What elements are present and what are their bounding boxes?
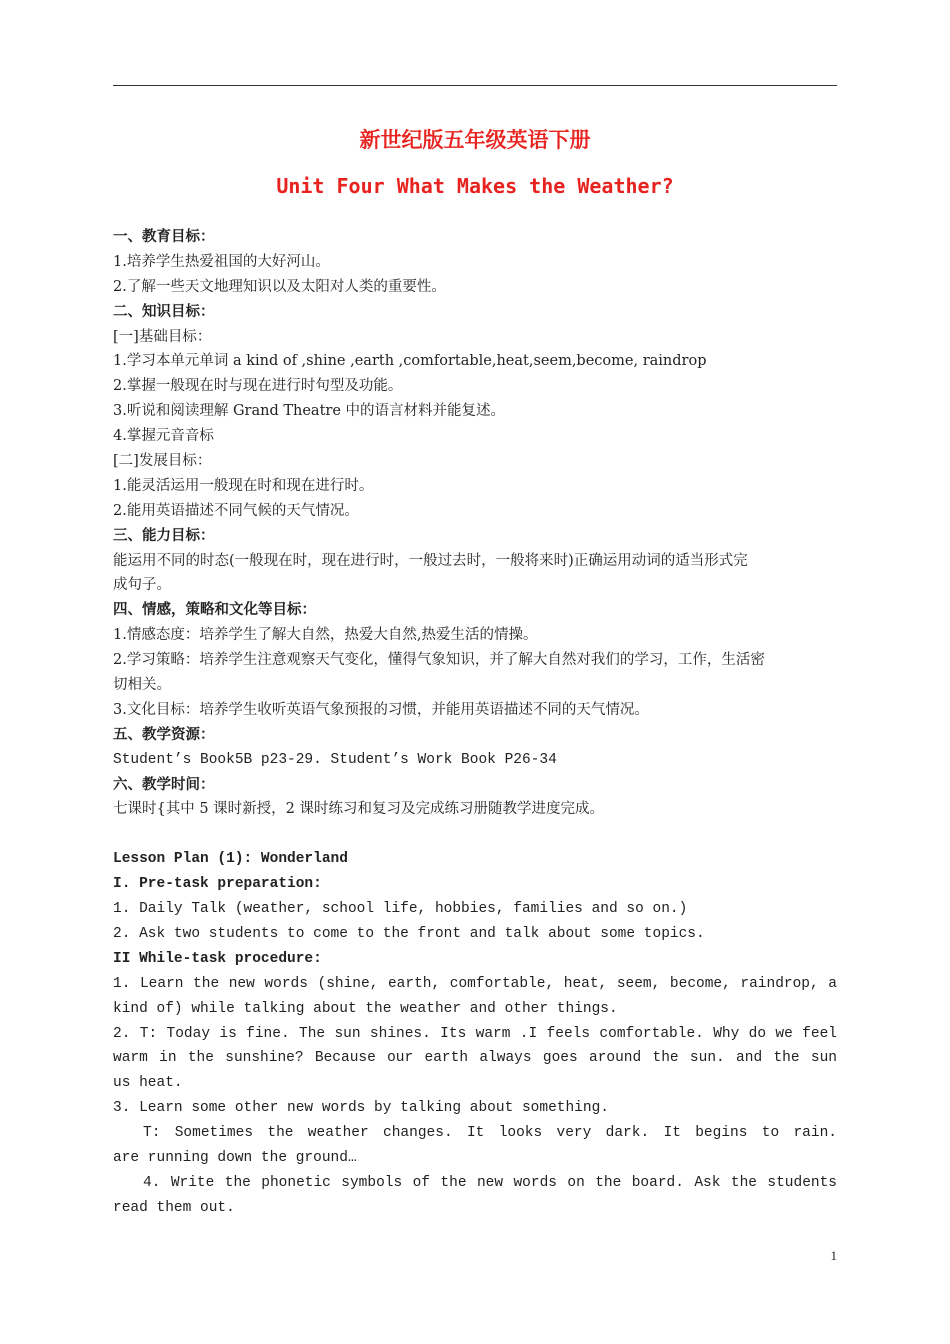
subsection-heading: [二]发展目标： xyxy=(113,453,212,470)
text-line: 2.了解一些天文地理知识以及太阳对人类的重要性。 xyxy=(113,278,446,295)
text-line: Student’s Book5B p23-29. Student’s Work Book P26-34 xyxy=(113,751,557,768)
text-line: 2.掌握一般现在时与现在进行时句型及功能。 xyxy=(113,378,403,395)
text-line: 2.能用英语描述不同气候的天气情况。 xyxy=(113,502,359,519)
lesson-heading: Lesson Plan (1): Wonderland xyxy=(113,851,348,868)
text-line: 2. Ask two students to come to the front and talk about some topics. xyxy=(113,925,705,942)
text-line: kind of) while talking about the weather and other things. xyxy=(113,1000,618,1017)
text-line: 成句子。 xyxy=(113,577,171,594)
section-heading: 三、能力目标： xyxy=(113,527,215,544)
section-heading: 六、教学时间： xyxy=(113,776,215,793)
section-heading: 二、知识目标： xyxy=(113,303,215,320)
text-line: 1.学习本单元单词 a kind of ,shine ,earth ,comfortable,heat,seem,become, raindrop xyxy=(113,353,707,370)
text-line: 3.文化目标：培养学生收听英语气象预报的习惯，并能用英语描述不同的天气情况。 xyxy=(113,701,649,718)
text-line: 切相关。 xyxy=(113,677,171,694)
text-line: 4.掌握元音音标 xyxy=(113,428,214,445)
text-line: T: Sometimes the weather changes. It looks very dark. It begins to rain. xyxy=(143,1125,837,1142)
step-heading: II While-task procedure: xyxy=(113,950,322,967)
text-line: 2. T: Today is fine. The sun shines. Its warm .I feels comfortable. Why do we feel xyxy=(113,1025,837,1042)
text-line: 能运用不同的时态(一般现在时，现在进行时，一般过去时，一般将来时)正确运用动词的适当形式完 xyxy=(113,552,748,569)
text-line: 4. Write the phonetic symbols of the new words on the board. Ask the students xyxy=(143,1174,837,1191)
section-heading: 四、情感，策略和文化等目标： xyxy=(113,602,316,619)
section-heading: 五、教学资源： xyxy=(113,726,215,743)
text-line: 1.情感态度：培养学生了解大自然，热爱大自然,热爱生活的情操。 xyxy=(113,627,538,644)
text-line: 3. Learn some other new words by talking about something. xyxy=(113,1100,609,1117)
text-line: warm in the sunshine? Because our earth always goes around the sun. and the sun xyxy=(113,1050,837,1067)
text-line: 七课时{其中 5 课时新授，2 课时练习和复习及完成练习册随教学进度完成。 xyxy=(113,801,605,818)
text-line: 1. Daily Talk (weather, school life, hobbies, families and so on.) xyxy=(113,901,688,918)
page-number: 1 xyxy=(830,1248,837,1263)
text-line: 1.培养学生热爱祖国的大好河山。 xyxy=(113,253,330,270)
text-line: us heat. xyxy=(113,1075,183,1092)
subsection-heading: [一]基础目标： xyxy=(113,328,212,345)
text-line: read them out. xyxy=(113,1199,235,1216)
section-heading: 一、教育目标： xyxy=(113,229,215,245)
document-title-chinese: 新世纪版五年级英语下册 xyxy=(359,128,591,152)
text-line: 1. Learn the new words (shine, earth, comfortable, heat, seem, become, raindrop, a xyxy=(113,975,837,992)
blank-line xyxy=(113,822,837,847)
text-line: 3.听说和阅读理解 Grand Theatre 中的语言材料并能复述。 xyxy=(113,403,506,420)
document-body xyxy=(113,225,837,1221)
step-heading: I. Pre-task preparation: xyxy=(113,876,322,893)
header-rule xyxy=(113,85,837,86)
text-line: 2.学习策略：培养学生注意观察天气变化，懂得气象知识，并了解大自然对我们的学习，工作，生活密 xyxy=(113,652,765,669)
text-line: are running down the ground… xyxy=(113,1149,357,1166)
text-line: 1.能灵活运用一般现在时和现在进行时。 xyxy=(113,477,374,494)
document-title-english: Unit Four What Makes the Weather? xyxy=(276,174,674,198)
